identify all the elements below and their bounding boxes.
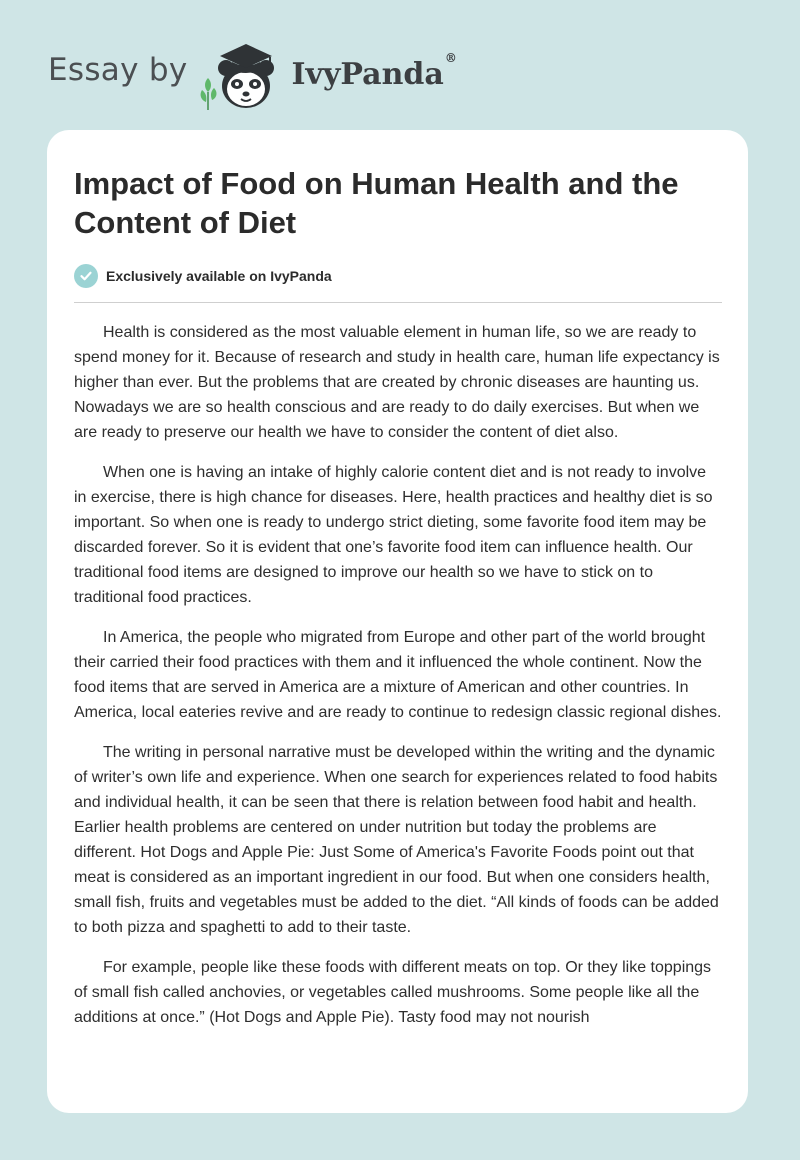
paragraph: When one is having an intake of highly calorie content diet and is not ready to involve in exercise, there is high chance for diseases. Here, health practices and healthy diet is so important. So when one is ready to undergo strict dieting, some favorite food item may be discarded forever. So it is evident that one’s favorite food item can influence health. Our traditional food items are designed to improve our health so we have to stick on to traditional food practices. xyxy=(74,464,713,606)
divider xyxy=(74,302,722,303)
registered-mark: ® xyxy=(444,50,457,65)
essay-body xyxy=(74,320,722,1030)
check-icon xyxy=(74,264,98,288)
paragraph: Health is considered as the most valuable element in human life, so we are ready to spend money for it. Because of research and study in health care, human life expectancy is higher than ever. But the problems that are created by chronic diseases are haunting us. Nowadays we are so health conscious and are ready to do daily exercises. But when we are ready to preserve our health we have to consider the content of diet also. xyxy=(74,324,720,441)
brand-prefix: Essay by xyxy=(48,52,188,88)
exclusive-badge xyxy=(74,264,722,288)
ivy-leaf-icon xyxy=(200,78,216,110)
paragraph: The writing in personal narrative must be developed within the writing and the dynamic of writer’s own life and experience. When one search for experiences related to food habits and individual health, it can be seen that there is relation between food habit and health. Earlier health problems are centered on under nutrition but today the problems are different. Hot Dogs and Apple Pie: Just Some of America's Favorite Foods point out that meat is considered as an important ingredient in our food. But when one considers health, small fish, fruits and vegetables must be added to the diet. “All kinds of foods can be added to both pizza and spaghetti to add to their taste. xyxy=(74,744,719,936)
panda-graduate-icon[interactable] xyxy=(198,34,290,112)
essay-card xyxy=(47,130,748,1113)
brand-name[interactable]: IvyPanda® xyxy=(291,50,457,92)
site-header xyxy=(48,34,457,112)
badge-text: Exclusively available on IvyPanda xyxy=(106,268,332,284)
paragraph: For example, people like these foods with different meats on top. Or they like toppings of small fish called anchovies, or vegetables called mushrooms. Some people like all the additions at once.” (Hot Dogs and Apple Pie). Tasty food may not nourish xyxy=(74,959,712,1026)
essay-title: Impact of Food on Human Health and the Content of Diet xyxy=(74,166,679,240)
paragraph: In America, the people who migrated from Europe and other part of the world brought their carried their food practices with them and it influenced the whole continent. Now the food items that are served in America are a mixture of American and other countries. In America, local eateries revive and are ready to continue to redesign classic regional dishes. xyxy=(74,629,722,721)
